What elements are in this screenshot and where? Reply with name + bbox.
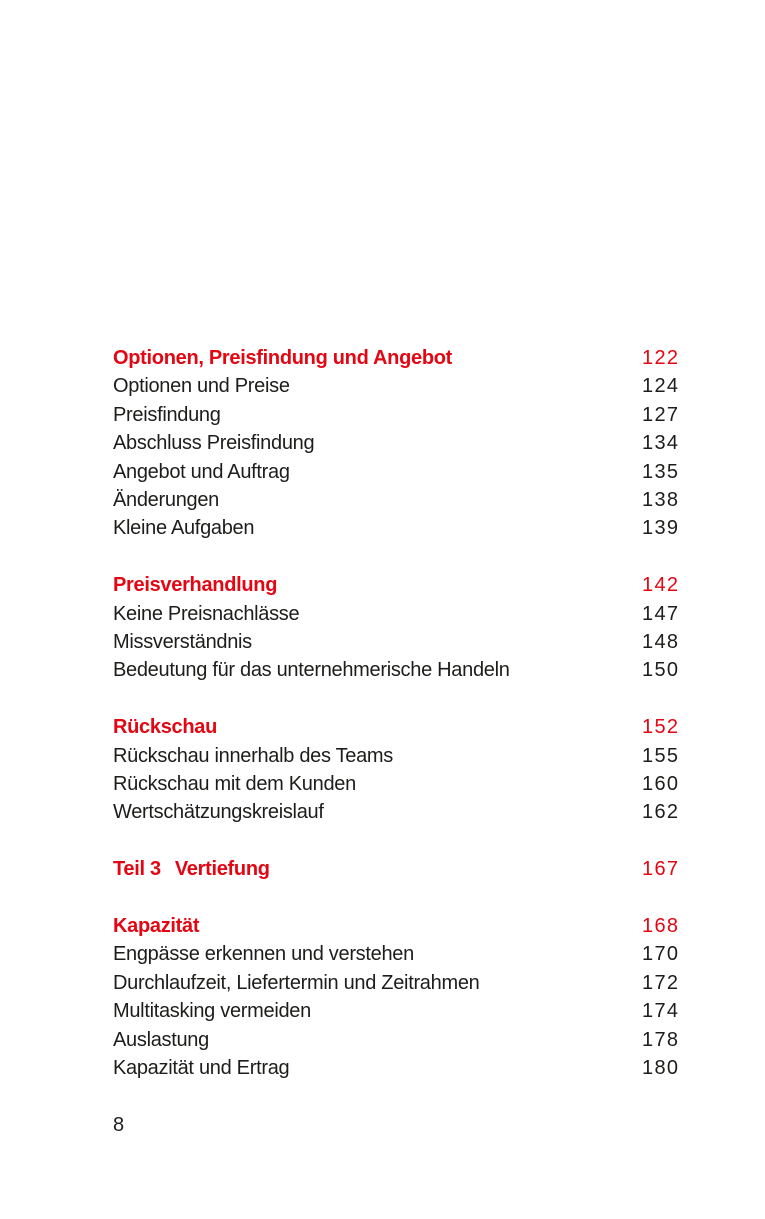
toc-entry-title: Multitasking vermeiden bbox=[113, 1000, 311, 1023]
toc-entry-title: Keine Preisnachlässe bbox=[113, 602, 300, 625]
toc-page-number: 174 bbox=[642, 1000, 680, 1023]
table-of-contents bbox=[113, 344, 678, 1083]
toc-page-number: 152 bbox=[642, 716, 680, 739]
toc-chapter-title: Preisverhandlung bbox=[113, 574, 278, 597]
toc-page-number: 167 bbox=[642, 858, 680, 881]
toc-page-number: 124 bbox=[642, 375, 680, 398]
toc-entry bbox=[113, 372, 678, 400]
toc-heading-title-group bbox=[113, 713, 217, 741]
toc-heading-title-group bbox=[113, 855, 270, 883]
toc-page-number: 122 bbox=[642, 347, 680, 369]
toc-section bbox=[113, 713, 678, 827]
toc-page-number: 134 bbox=[642, 432, 680, 455]
toc-heading-title-group bbox=[113, 912, 199, 940]
toc-part-heading bbox=[113, 855, 678, 883]
toc-part-title: Vertiefung bbox=[174, 858, 270, 881]
toc-page-number: 168 bbox=[642, 915, 680, 938]
toc-entry-title: Missverständnis bbox=[113, 631, 252, 654]
toc-entry-title: Durchlaufzeit, Liefertermin und Zeitrahmen bbox=[113, 971, 480, 994]
toc-entry bbox=[113, 656, 678, 684]
toc-entry-title: Kleine Aufgaben bbox=[113, 517, 255, 540]
folio-page-number: 8 bbox=[113, 1114, 125, 1136]
toc-heading-title-group bbox=[113, 571, 277, 599]
toc-entry-title: Änderungen bbox=[113, 489, 219, 512]
toc-page-number: 180 bbox=[642, 1057, 680, 1080]
toc-page-number: 138 bbox=[642, 489, 680, 512]
toc-entry bbox=[113, 486, 678, 514]
toc-entry bbox=[113, 401, 678, 429]
toc-page-number: 142 bbox=[642, 574, 680, 597]
toc-chapter-heading bbox=[113, 571, 678, 599]
toc-entry bbox=[113, 969, 678, 997]
toc-chapter-heading bbox=[113, 344, 678, 372]
toc-heading-title-group bbox=[113, 344, 452, 372]
toc-entry-title: Abschluss Preisfindung bbox=[113, 432, 315, 455]
toc-entry bbox=[113, 940, 678, 968]
toc-page-number: 139 bbox=[642, 517, 680, 540]
toc-chapter-heading bbox=[113, 713, 678, 741]
toc-page-number: 127 bbox=[642, 403, 680, 426]
toc-entry-title: Wertschätzungskreislauf bbox=[113, 801, 324, 824]
toc-entry bbox=[113, 429, 678, 457]
toc-page-number: 147 bbox=[642, 602, 680, 625]
toc-entry bbox=[113, 997, 678, 1025]
toc-entry-title: Rückschau mit dem Kunden bbox=[113, 773, 356, 796]
toc-entry bbox=[113, 770, 678, 798]
toc-entry bbox=[113, 1054, 678, 1082]
toc-entry-title: Rückschau innerhalb des Teams bbox=[113, 744, 393, 767]
toc-chapter-title: Kapazität bbox=[113, 915, 200, 938]
toc-entry-title: Preisfindung bbox=[113, 403, 221, 426]
toc-part-label: Teil 3 bbox=[113, 858, 161, 881]
toc-entry-title: Kapazität und Ertrag bbox=[113, 1057, 290, 1080]
toc-entry-title: Auslastung bbox=[113, 1028, 209, 1051]
toc-entry bbox=[113, 458, 678, 486]
toc-entry-title: Optionen und Preise bbox=[113, 375, 290, 398]
toc-page-number: 172 bbox=[642, 971, 680, 994]
toc-entry bbox=[113, 600, 678, 628]
toc-page-number: 162 bbox=[642, 801, 680, 824]
toc-section bbox=[113, 571, 678, 685]
toc-entry-title: Engpässe erkennen und verstehen bbox=[113, 943, 414, 966]
toc-page-number: 160 bbox=[642, 773, 680, 796]
toc-page-number: 155 bbox=[642, 744, 680, 767]
toc-page-number: 178 bbox=[642, 1028, 680, 1051]
toc-entry bbox=[113, 1026, 678, 1054]
toc-entry-title: Angebot und Auftrag bbox=[113, 460, 290, 483]
toc-entry-title: Bedeutung für das unternehmerische Handeln bbox=[113, 659, 510, 682]
toc-entry bbox=[113, 628, 678, 656]
toc-page-number: 150 bbox=[642, 659, 680, 682]
toc-entry bbox=[113, 742, 678, 770]
toc-page-number: 170 bbox=[642, 943, 680, 966]
toc-chapter-title: Optionen, Preisfindung und Angebot bbox=[113, 347, 453, 369]
toc-chapter-title: Rückschau bbox=[113, 716, 218, 739]
toc-section bbox=[113, 912, 678, 1082]
toc-page-number: 148 bbox=[642, 631, 680, 654]
toc-entry bbox=[113, 514, 678, 542]
toc-page-number: 135 bbox=[642, 460, 680, 483]
toc-entry bbox=[113, 798, 678, 826]
toc-chapter-heading bbox=[113, 912, 678, 940]
toc-section bbox=[113, 855, 678, 883]
toc-section bbox=[113, 344, 678, 543]
